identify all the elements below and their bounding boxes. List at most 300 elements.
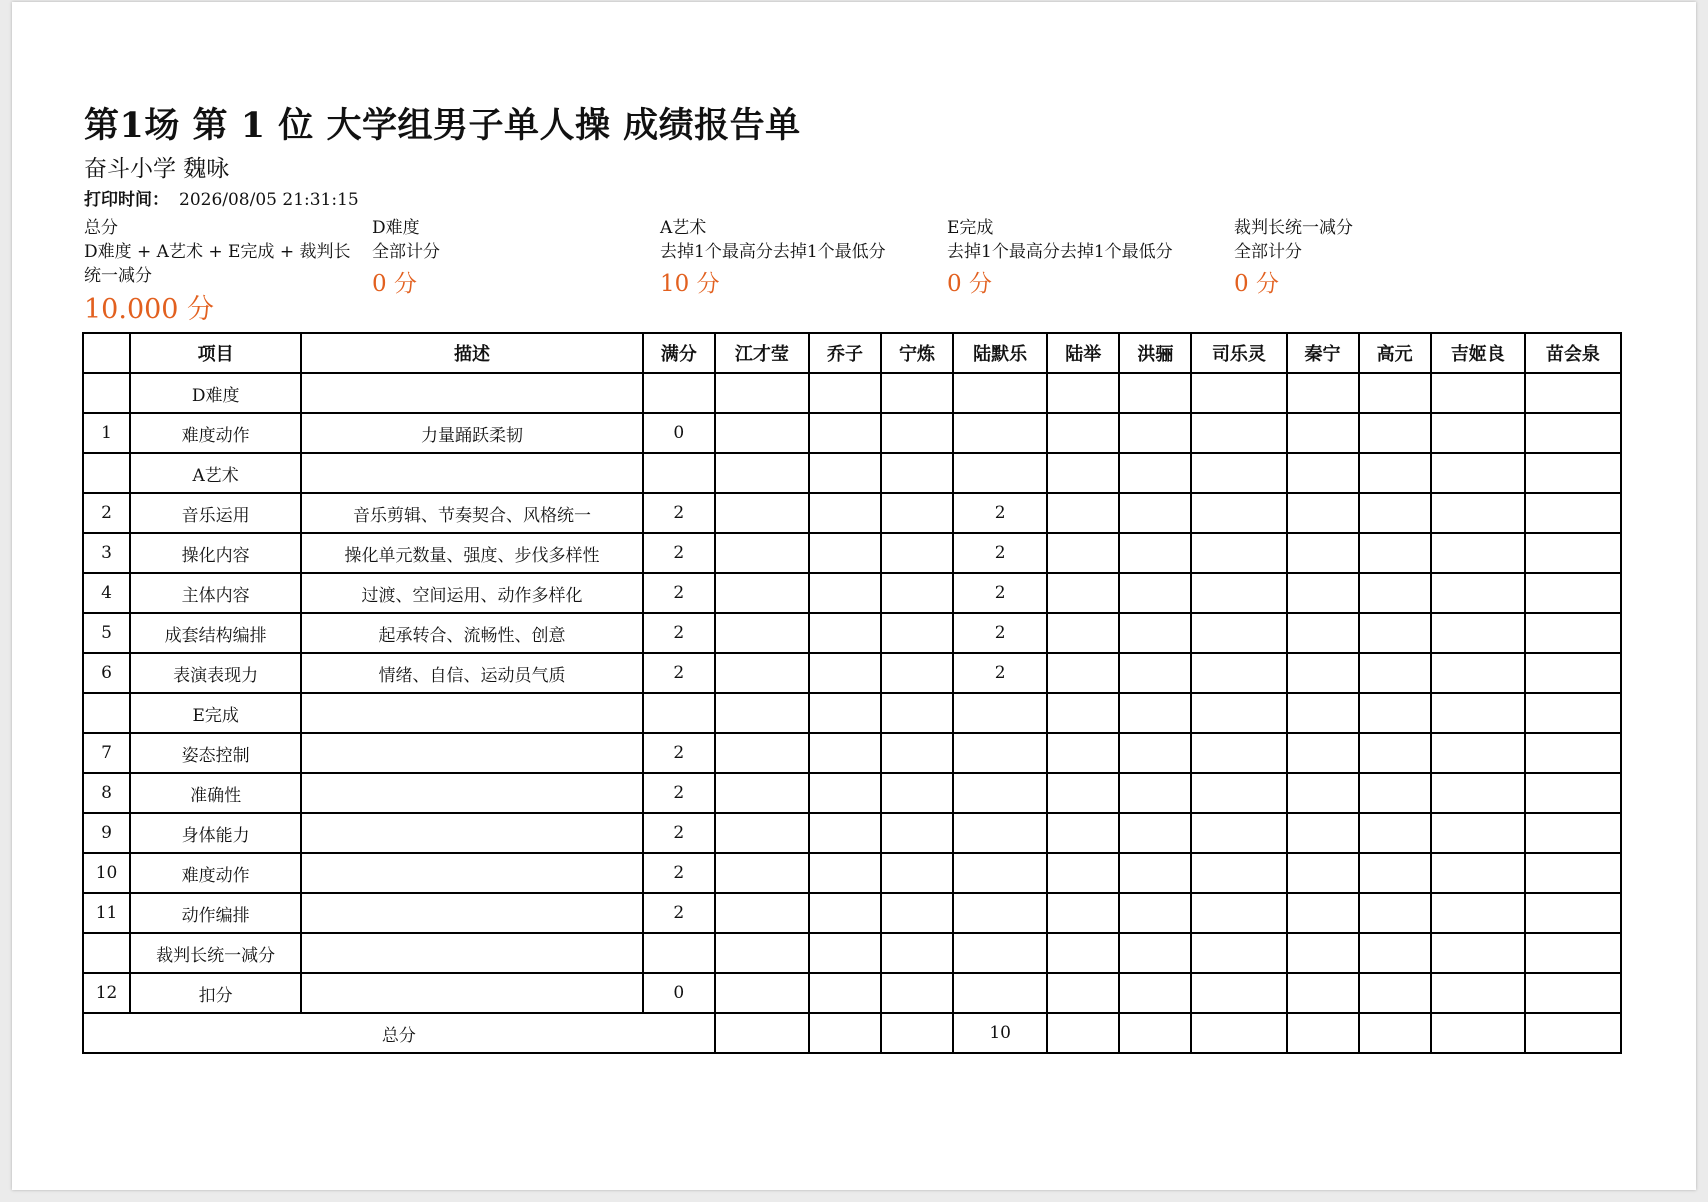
table-cell <box>1191 733 1286 773</box>
table-cell <box>1431 693 1525 733</box>
table-cell <box>1191 453 1286 493</box>
table-cell <box>1119 853 1191 893</box>
table-cell <box>1287 533 1359 573</box>
table-cell <box>643 693 715 733</box>
table-cell: 3 <box>83 533 130 573</box>
table-cell <box>809 493 881 533</box>
table-cell: 身体能力 <box>130 813 301 853</box>
summary-a-rule: 去掉1个最高分去掉1个最低分 <box>660 242 886 262</box>
table-cell <box>1287 653 1359 693</box>
table-cell <box>715 493 809 533</box>
table-cell <box>301 693 642 733</box>
table-cell <box>881 493 953 533</box>
total-cell <box>881 1013 953 1053</box>
table-cell <box>1047 933 1119 973</box>
table-cell <box>1191 653 1286 693</box>
table-cell <box>953 693 1047 733</box>
table-cell <box>953 893 1047 933</box>
table-cell <box>1287 693 1359 733</box>
table-cell <box>1525 653 1621 693</box>
summary-judge-rule: 全部计分 <box>1234 242 1302 262</box>
table-cell <box>1191 893 1286 933</box>
table-cell <box>809 413 881 453</box>
table-cell <box>715 533 809 573</box>
table-cell <box>1287 413 1359 453</box>
table-cell <box>1119 973 1191 1013</box>
table-cell <box>1119 893 1191 933</box>
table-cell <box>881 533 953 573</box>
table-cell <box>881 773 953 813</box>
table-cell: 2 <box>953 493 1047 533</box>
table-cell <box>1359 493 1431 533</box>
table-cell: 起承转合、流畅性、创意 <box>301 613 642 653</box>
table-cell <box>715 453 809 493</box>
table-cell <box>715 773 809 813</box>
table-cell <box>1119 493 1191 533</box>
header-cell: 司乐灵 <box>1191 333 1286 373</box>
table-cell: 扣分 <box>130 973 301 1013</box>
table-cell <box>1359 893 1431 933</box>
table-cell <box>1525 853 1621 893</box>
table-cell <box>1119 653 1191 693</box>
table-cell <box>1287 853 1359 893</box>
table-cell: 过渡、空间运用、动作多样化 <box>301 573 642 613</box>
table-cell <box>1431 573 1525 613</box>
header-cell: 项目 <box>130 333 301 373</box>
table-cell <box>1525 813 1621 853</box>
summary-e-value: 0 分 <box>947 271 992 297</box>
table-cell <box>1431 493 1525 533</box>
table-cell: 2 <box>953 613 1047 653</box>
table-cell <box>301 973 642 1013</box>
table-cell <box>1359 733 1431 773</box>
table-cell <box>953 973 1047 1013</box>
table-cell <box>1191 973 1286 1013</box>
table-row <box>83 453 1621 493</box>
summary-a-label: A艺术 <box>660 218 707 238</box>
table-cell <box>715 573 809 613</box>
table-cell <box>809 893 881 933</box>
table-cell <box>881 373 953 413</box>
table-cell <box>1525 413 1621 453</box>
table-row <box>83 493 1621 533</box>
table-cell <box>809 373 881 413</box>
table-cell <box>953 853 1047 893</box>
table-cell <box>1525 773 1621 813</box>
table-cell <box>715 813 809 853</box>
header-cell: 秦宁 <box>1287 333 1359 373</box>
total-cell <box>1431 1013 1525 1053</box>
table-cell <box>1287 453 1359 493</box>
table-cell <box>809 853 881 893</box>
table-cell <box>1525 573 1621 613</box>
table-cell <box>715 653 809 693</box>
total-cell: 10 <box>953 1013 1047 1053</box>
table-cell <box>809 933 881 973</box>
table-cell <box>1525 933 1621 973</box>
table-cell: 操化单元数量、强度、步伐多样性 <box>301 533 642 573</box>
table-cell: 0 <box>643 973 715 1013</box>
table-row <box>83 733 1621 773</box>
table-cell: 2 <box>953 653 1047 693</box>
table-cell <box>1359 613 1431 653</box>
table-cell <box>1119 813 1191 853</box>
table-cell <box>1119 773 1191 813</box>
table-cell <box>881 653 953 693</box>
table-total-row <box>83 1013 1621 1053</box>
table-cell <box>1431 613 1525 653</box>
table-cell <box>1359 373 1431 413</box>
table-cell <box>1287 373 1359 413</box>
table-cell <box>953 453 1047 493</box>
table-cell <box>1359 693 1431 733</box>
table-cell <box>1047 653 1119 693</box>
table-cell <box>1359 853 1431 893</box>
table-cell <box>1191 693 1286 733</box>
table-cell <box>715 893 809 933</box>
table-cell <box>83 933 130 973</box>
table-cell: 音乐剪辑、节奏契合、风格统一 <box>301 493 642 533</box>
total-cell <box>1287 1013 1359 1053</box>
summary-e-rule: 去掉1个最高分去掉1个最低分 <box>947 242 1173 262</box>
table-row <box>83 533 1621 573</box>
table-cell: 2 <box>643 533 715 573</box>
table-cell <box>1359 653 1431 693</box>
table-cell <box>881 933 953 973</box>
summary-total-formula: D难度 + A艺术 + E完成 + 裁判长统一减分 <box>84 242 351 286</box>
table-cell <box>1431 733 1525 773</box>
table-cell <box>1431 893 1525 933</box>
table-row <box>83 933 1621 973</box>
table-cell <box>1359 813 1431 853</box>
table-cell <box>1047 453 1119 493</box>
table-cell <box>953 933 1047 973</box>
header-cell: 陆默乐 <box>953 333 1047 373</box>
table-cell <box>1191 493 1286 533</box>
table-cell <box>715 613 809 653</box>
table-cell <box>1191 373 1286 413</box>
table-cell <box>881 413 953 453</box>
total-cell <box>715 1013 809 1053</box>
table-cell <box>715 973 809 1013</box>
table-cell: 2 <box>953 533 1047 573</box>
summary-e <box>947 216 1237 302</box>
table-cell <box>1431 813 1525 853</box>
table-cell <box>1359 533 1431 573</box>
table-cell <box>1047 973 1119 1013</box>
table-cell: 2 <box>643 893 715 933</box>
header-index <box>83 333 130 373</box>
summary-total-value: 10.000 分 <box>84 294 215 325</box>
table-cell <box>1191 413 1286 453</box>
score-table <box>82 332 1622 1054</box>
table-cell <box>83 693 130 733</box>
table-cell <box>643 453 715 493</box>
summary-judge-value: 0 分 <box>1234 271 1279 297</box>
summary-e-label: E完成 <box>947 218 994 238</box>
table-cell <box>1119 733 1191 773</box>
print-time-line <box>84 185 359 210</box>
table-cell <box>1047 413 1119 453</box>
table-cell <box>1047 813 1119 853</box>
table-row <box>83 973 1621 1013</box>
table-cell <box>1525 453 1621 493</box>
table-row <box>83 653 1621 693</box>
table-cell <box>1525 733 1621 773</box>
table-cell <box>1431 853 1525 893</box>
table-cell <box>643 373 715 413</box>
total-label: 总分 <box>83 1013 715 1053</box>
table-cell: D难度 <box>130 373 301 413</box>
table-cell: 音乐运用 <box>130 493 301 533</box>
table-cell <box>1047 693 1119 733</box>
table-cell <box>301 453 642 493</box>
print-time-label: 打印时间： <box>84 190 169 210</box>
header-cell: 高元 <box>1359 333 1431 373</box>
table-cell <box>1119 533 1191 573</box>
table-cell <box>1525 373 1621 413</box>
table-cell <box>881 893 953 933</box>
table-cell: 成套结构编排 <box>130 613 301 653</box>
table-cell: 2 <box>643 773 715 813</box>
table-cell <box>1359 773 1431 813</box>
table-cell: 4 <box>83 573 130 613</box>
total-cell <box>1359 1013 1431 1053</box>
table-cell <box>301 933 642 973</box>
table-row <box>83 813 1621 853</box>
table-cell <box>715 933 809 973</box>
print-time-value: 2026/08/05 21:31:15 <box>179 190 359 210</box>
table-cell <box>1431 413 1525 453</box>
table-row <box>83 693 1621 733</box>
table-cell <box>83 373 130 413</box>
table-cell <box>953 373 1047 413</box>
report-subtitle: 奋斗小学 魏咏 <box>84 156 230 182</box>
table-header-row <box>83 333 1621 373</box>
summary-d-label: D难度 <box>372 218 420 238</box>
table-cell <box>809 453 881 493</box>
header-cell: 苗会泉 <box>1525 333 1621 373</box>
table-cell: 2 <box>643 493 715 533</box>
table-cell: 11 <box>83 893 130 933</box>
table-cell: 表演表现力 <box>130 653 301 693</box>
table-cell: 情绪、自信、运动员气质 <box>301 653 642 693</box>
table-cell <box>301 733 642 773</box>
table-cell <box>1119 933 1191 973</box>
summary-d <box>372 216 662 302</box>
table-cell: 2 <box>643 813 715 853</box>
table-cell: 5 <box>83 613 130 653</box>
summary-a <box>660 216 950 302</box>
table-cell <box>1287 973 1359 1013</box>
table-cell: 2 <box>643 613 715 653</box>
table-cell <box>715 693 809 733</box>
table-row <box>83 573 1621 613</box>
table-cell <box>1359 573 1431 613</box>
summary-a-value: 10 分 <box>660 271 720 297</box>
table-row <box>83 413 1621 453</box>
summary-total <box>84 216 352 330</box>
table-cell: 2 <box>953 573 1047 613</box>
table-cell: A艺术 <box>130 453 301 493</box>
table-cell <box>301 813 642 853</box>
table-cell <box>1431 453 1525 493</box>
table-cell <box>1359 413 1431 453</box>
header-cell: 陆举 <box>1047 333 1119 373</box>
total-cell <box>1119 1013 1191 1053</box>
table-cell <box>1431 773 1525 813</box>
table-cell <box>1287 573 1359 613</box>
table-cell <box>881 693 953 733</box>
table-cell <box>1047 733 1119 773</box>
table-cell <box>1525 693 1621 733</box>
table-cell <box>1431 973 1525 1013</box>
table-cell <box>1287 773 1359 813</box>
table-cell <box>1287 613 1359 653</box>
table-cell <box>809 653 881 693</box>
table-cell <box>881 973 953 1013</box>
table-cell <box>301 893 642 933</box>
table-cell <box>1047 613 1119 653</box>
table-cell <box>881 733 953 773</box>
table-cell <box>715 853 809 893</box>
table-cell: 操化内容 <box>130 533 301 573</box>
summary-judge-label: 裁判长统一减分 <box>1234 218 1353 238</box>
table-cell <box>1287 493 1359 533</box>
table-row <box>83 853 1621 893</box>
table-cell <box>809 573 881 613</box>
table-cell <box>1287 733 1359 773</box>
table-cell <box>1525 973 1621 1013</box>
table-cell <box>1191 533 1286 573</box>
header-cell: 吉姬良 <box>1431 333 1525 373</box>
table-cell <box>83 453 130 493</box>
table-cell: 10 <box>83 853 130 893</box>
table-row <box>83 893 1621 933</box>
table-cell <box>881 853 953 893</box>
table-cell <box>1191 613 1286 653</box>
report-page <box>12 2 1696 1190</box>
table-cell: 2 <box>643 653 715 693</box>
table-cell <box>1191 813 1286 853</box>
table-row <box>83 373 1621 413</box>
table-cell: 难度动作 <box>130 853 301 893</box>
table-cell <box>1431 653 1525 693</box>
table-cell: 2 <box>643 733 715 773</box>
table-cell: 力量踊跃柔韧 <box>301 413 642 453</box>
table-cell <box>1119 453 1191 493</box>
table-cell <box>1191 853 1286 893</box>
table-cell <box>1119 573 1191 613</box>
table-cell <box>1047 853 1119 893</box>
table-cell <box>809 733 881 773</box>
table-cell <box>1525 533 1621 573</box>
table-cell <box>953 733 1047 773</box>
table-row <box>83 773 1621 813</box>
table-cell: 6 <box>83 653 130 693</box>
table-cell <box>1431 533 1525 573</box>
table-cell <box>715 373 809 413</box>
table-cell: 主体内容 <box>130 573 301 613</box>
table-cell <box>881 453 953 493</box>
table-cell <box>715 413 809 453</box>
table-cell <box>1525 493 1621 533</box>
table-cell <box>1119 613 1191 653</box>
summary-total-label: 总分 <box>84 218 118 238</box>
total-cell <box>1191 1013 1286 1053</box>
table-cell <box>1359 453 1431 493</box>
table-cell <box>1047 533 1119 573</box>
table-cell <box>1047 773 1119 813</box>
summary-judge <box>1234 216 1524 302</box>
table-cell <box>301 373 642 413</box>
header-cell: 江才莹 <box>715 333 809 373</box>
table-cell <box>809 533 881 573</box>
header-cell: 描述 <box>301 333 642 373</box>
summary-d-value: 0 分 <box>372 271 417 297</box>
table-cell: 1 <box>83 413 130 453</box>
table-cell: 7 <box>83 733 130 773</box>
table-cell <box>809 693 881 733</box>
table-cell: 准确性 <box>130 773 301 813</box>
header-cell: 宁炼 <box>881 333 953 373</box>
table-cell: 8 <box>83 773 130 813</box>
table-cell <box>1119 413 1191 453</box>
table-cell <box>1287 813 1359 853</box>
table-cell <box>881 613 953 653</box>
table-cell <box>1359 933 1431 973</box>
table-cell <box>301 773 642 813</box>
table-cell <box>809 813 881 853</box>
header-cell: 满分 <box>643 333 715 373</box>
table-cell <box>1359 973 1431 1013</box>
table-cell <box>881 813 953 853</box>
table-cell <box>1431 933 1525 973</box>
table-cell: E完成 <box>130 693 301 733</box>
table-cell <box>1431 373 1525 413</box>
header-cell: 洪骊 <box>1119 333 1191 373</box>
table-cell <box>1047 373 1119 413</box>
table-cell <box>1525 613 1621 653</box>
table-cell <box>953 413 1047 453</box>
table-cell: 2 <box>83 493 130 533</box>
table-cell: 难度动作 <box>130 413 301 453</box>
table-cell <box>809 613 881 653</box>
summary-d-rule: 全部计分 <box>372 242 440 262</box>
table-cell <box>1047 573 1119 613</box>
total-cell <box>1525 1013 1621 1053</box>
table-cell <box>1191 573 1286 613</box>
table-cell <box>1191 933 1286 973</box>
table-cell: 裁判长统一减分 <box>130 933 301 973</box>
table-cell <box>301 853 642 893</box>
table-cell <box>1047 893 1119 933</box>
table-cell <box>715 733 809 773</box>
table-cell: 姿态控制 <box>130 733 301 773</box>
table-cell <box>953 813 1047 853</box>
table-cell: 12 <box>83 973 130 1013</box>
header-cell: 乔子 <box>809 333 881 373</box>
table-row <box>83 613 1621 653</box>
table-cell <box>1287 893 1359 933</box>
table-cell: 9 <box>83 813 130 853</box>
table-cell <box>881 573 953 613</box>
table-cell <box>1525 893 1621 933</box>
table-cell <box>809 973 881 1013</box>
table-cell <box>1047 493 1119 533</box>
table-cell <box>809 773 881 813</box>
table-cell <box>1191 773 1286 813</box>
